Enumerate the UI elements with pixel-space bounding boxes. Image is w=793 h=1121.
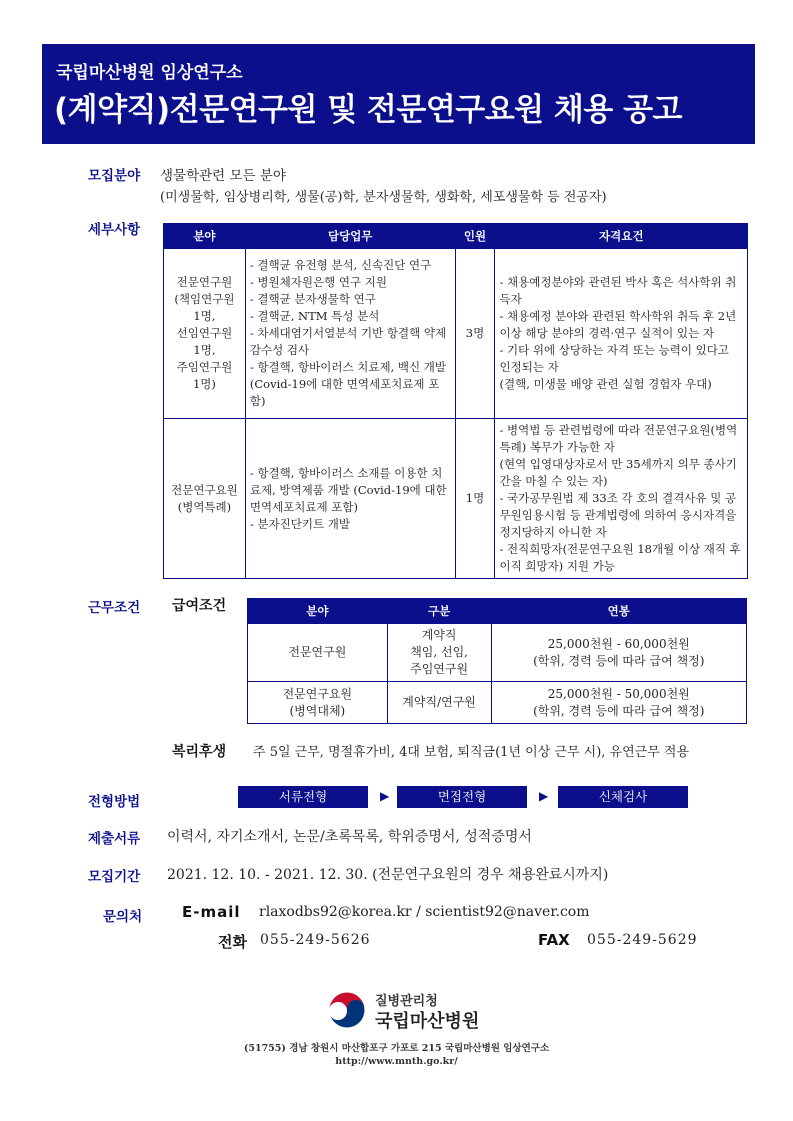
taegeuk-emblem-icon bbox=[325, 988, 369, 1032]
list-item: - 항결핵, 항바이러스 소재를 이용한 치료제, 방역제품 개발 (Covid-19에 대한 면역세포치료제 포함) bbox=[249, 465, 447, 514]
salary-text: (학위, 경력 등에 따라 급여 책정) bbox=[533, 703, 705, 718]
list-item: - 채용예정분야와 관련된 박사 혹은 석사학위 취득자 bbox=[499, 275, 737, 306]
fax-label: FAX bbox=[538, 931, 570, 949]
type-cell bbox=[387, 624, 491, 682]
documents-text: 이력서, 자기소개서, 논문/초록목록, 학위증명서, 성적증명서 bbox=[167, 829, 532, 845]
salary-text: 25,000천원 - 60,000천원 bbox=[547, 636, 690, 651]
col-header-salary: 연봉 bbox=[491, 599, 747, 624]
col-header-count: 인원 bbox=[455, 224, 495, 249]
details-label: 세부사항 bbox=[88, 222, 141, 238]
logo-text-top: 질병관리청 bbox=[375, 994, 438, 1009]
logo bbox=[325, 988, 485, 1034]
col-header-qualifications: 자격요건 bbox=[495, 224, 748, 249]
salary-table bbox=[247, 598, 747, 724]
type-text: 주임연구원 bbox=[410, 662, 469, 676]
list-item: - 결핵균 유전형 분석, 신속진단 연구 bbox=[249, 258, 432, 272]
step-interview: 면접전형 bbox=[397, 786, 527, 808]
salary-header-row bbox=[248, 599, 747, 624]
phone-label: 전화 bbox=[218, 933, 247, 951]
type-cell: 계약직/연구원 bbox=[387, 682, 491, 724]
col-header-field: 분야 bbox=[164, 224, 246, 249]
salary-text: (학위, 경력 등에 따라 급여 책정) bbox=[533, 653, 705, 668]
list-item: - 병원체자원은행 연구 지원 bbox=[249, 275, 387, 289]
recruit-field-label: 모집분야 bbox=[88, 168, 141, 184]
type-text: 책임, 선임, bbox=[410, 645, 468, 659]
col-header-type: 구분 bbox=[387, 599, 491, 624]
col-header-field: 분야 bbox=[248, 599, 388, 624]
recruit-field-line1: 생물학관련 모든 분야 bbox=[160, 168, 286, 184]
field-cell bbox=[164, 419, 246, 579]
logo-text-bottom: 국립마산병원 bbox=[375, 1011, 480, 1032]
list-item: - 차세대염기서열분석 기반 항결핵 약제감수성 검사 bbox=[249, 326, 447, 357]
arrow-icon: ▶ bbox=[539, 789, 549, 803]
fax-text: 055-249-5629 bbox=[587, 932, 698, 948]
field-text: 주임연구원 bbox=[176, 360, 233, 374]
documents-label: 제출서류 bbox=[88, 831, 141, 847]
header-banner bbox=[42, 44, 755, 144]
count-cell: 1명 bbox=[455, 419, 495, 579]
qualifications-cell bbox=[495, 419, 748, 579]
field-text: 1명) bbox=[192, 377, 216, 391]
salary-label: 급여조건 bbox=[172, 598, 227, 614]
welfare-label: 복리후생 bbox=[172, 744, 227, 760]
list-item: - 결핵균 분자생물학 연구 bbox=[249, 292, 376, 306]
table-row bbox=[248, 624, 747, 682]
work-conditions-label: 근무조건 bbox=[88, 600, 141, 616]
field-text: 전문연구원 bbox=[176, 275, 233, 289]
page-title: (계약직)전문연구원 및 전문연구요원 채용 공고 bbox=[54, 92, 682, 128]
duties-cell bbox=[245, 249, 455, 419]
field-cell bbox=[164, 249, 246, 419]
field-text: 선임연구원 bbox=[176, 326, 233, 340]
qualifications-cell bbox=[495, 249, 748, 419]
step-document-screening: 서류전형 bbox=[238, 786, 368, 808]
field-text: 전문연구요원 bbox=[171, 482, 238, 497]
list-item: - 채용예정 분야와 관련된 학사학위 취득 후 2년 이상 해당 분야의 경력·연구 실적이 있는 자 bbox=[499, 309, 737, 340]
list-item: (결핵, 미생물 배양 관련 실험 경험자 우대) bbox=[499, 377, 712, 391]
field-text: 1명, bbox=[193, 309, 216, 323]
list-item: (현역 입영대상자로서 만 35세까지 의무 종사기간을 마칠 수 있는 자) bbox=[499, 457, 737, 488]
field-text: 1명, bbox=[193, 343, 216, 357]
field-cell bbox=[248, 682, 388, 724]
salary-cell bbox=[491, 624, 747, 682]
list-item: - 기타 위에 상당하는 자격 또는 능력이 있다고 인정되는 자 bbox=[499, 343, 729, 374]
arrow-icon: ▶ bbox=[380, 789, 390, 803]
salary-cell bbox=[491, 682, 747, 724]
table-row bbox=[164, 419, 748, 579]
list-item: - 결핵균, NTM 특성 분석 bbox=[249, 309, 380, 323]
footer-address: (51755) 경남 창원시 마산합포구 가포로 215 국립마산병원 임상연구소 bbox=[243, 1043, 550, 1054]
duties-cell bbox=[245, 419, 455, 579]
process-label: 전형방법 bbox=[88, 794, 141, 810]
contact-label: 문의처 bbox=[103, 909, 143, 925]
field-text: (병역특례) bbox=[177, 499, 232, 514]
col-header-duties: 담당업무 bbox=[245, 224, 455, 249]
period-label: 모집기간 bbox=[88, 869, 141, 885]
list-item: - 병역법 등 관련법령에 따라 전문연구요원(병역특례) 복무가 가능한 자 bbox=[499, 423, 738, 454]
field-text: 전문연구요원 bbox=[282, 686, 353, 701]
email-label: E-mail bbox=[182, 903, 241, 921]
phone-text: 055-249-5626 bbox=[260, 932, 371, 948]
type-text: 계약직 bbox=[421, 628, 457, 642]
field-text: (책임연구원 bbox=[174, 292, 235, 306]
recruit-field-line2: (미생물학, 임상병리학, 생물(공)학, 분자생물학, 생화학, 세포생물학 등 전공자) bbox=[160, 190, 607, 205]
details-header-row bbox=[164, 224, 748, 249]
table-row bbox=[248, 682, 747, 724]
footer-url[interactable]: http://www.mnth.go.kr/ bbox=[335, 1056, 458, 1067]
list-item: - 전직희망자(전문연구요원 18개월 이상 재직 후 이직 희망자) 지원 가능 bbox=[499, 542, 741, 573]
welfare-text: 주 5일 근무, 명절휴가비, 4대 보험, 퇴직금(1년 이상 근무 시), 유연근무 적용 bbox=[253, 745, 690, 760]
org-name: 국립마산병원 임상연구소 bbox=[56, 63, 243, 83]
count-cell: 3명 bbox=[455, 249, 495, 419]
list-item: - 분자진단키트 개발 bbox=[249, 516, 350, 531]
list-item: - 항결핵, 항바이러스 치료제, 백신 개발 (Covid-19에 대한 면역세포치료제 포함) bbox=[249, 360, 446, 408]
email-text[interactable]: rlaxodbs92@korea.kr / scientist92@naver.com bbox=[259, 904, 590, 920]
table-row bbox=[164, 249, 748, 419]
list-item: - 국가공무원법 제 33조 각 호의 결격사유 및 공무원임용시험 등 관계법령에 의하여 응시자격을 정지당하지 아니한 자 bbox=[499, 491, 737, 539]
period-text: 2021. 12. 10. - 2021. 12. 30. (전문연구요원의 경우 채용완료시까지) bbox=[167, 867, 609, 883]
field-cell: 전문연구원 bbox=[248, 624, 388, 682]
details-table bbox=[163, 223, 748, 579]
field-text: (병역대체) bbox=[289, 703, 346, 718]
salary-text: 25,000천원 - 50,000천원 bbox=[547, 686, 690, 701]
step-physical-exam: 신체검사 bbox=[558, 786, 688, 808]
